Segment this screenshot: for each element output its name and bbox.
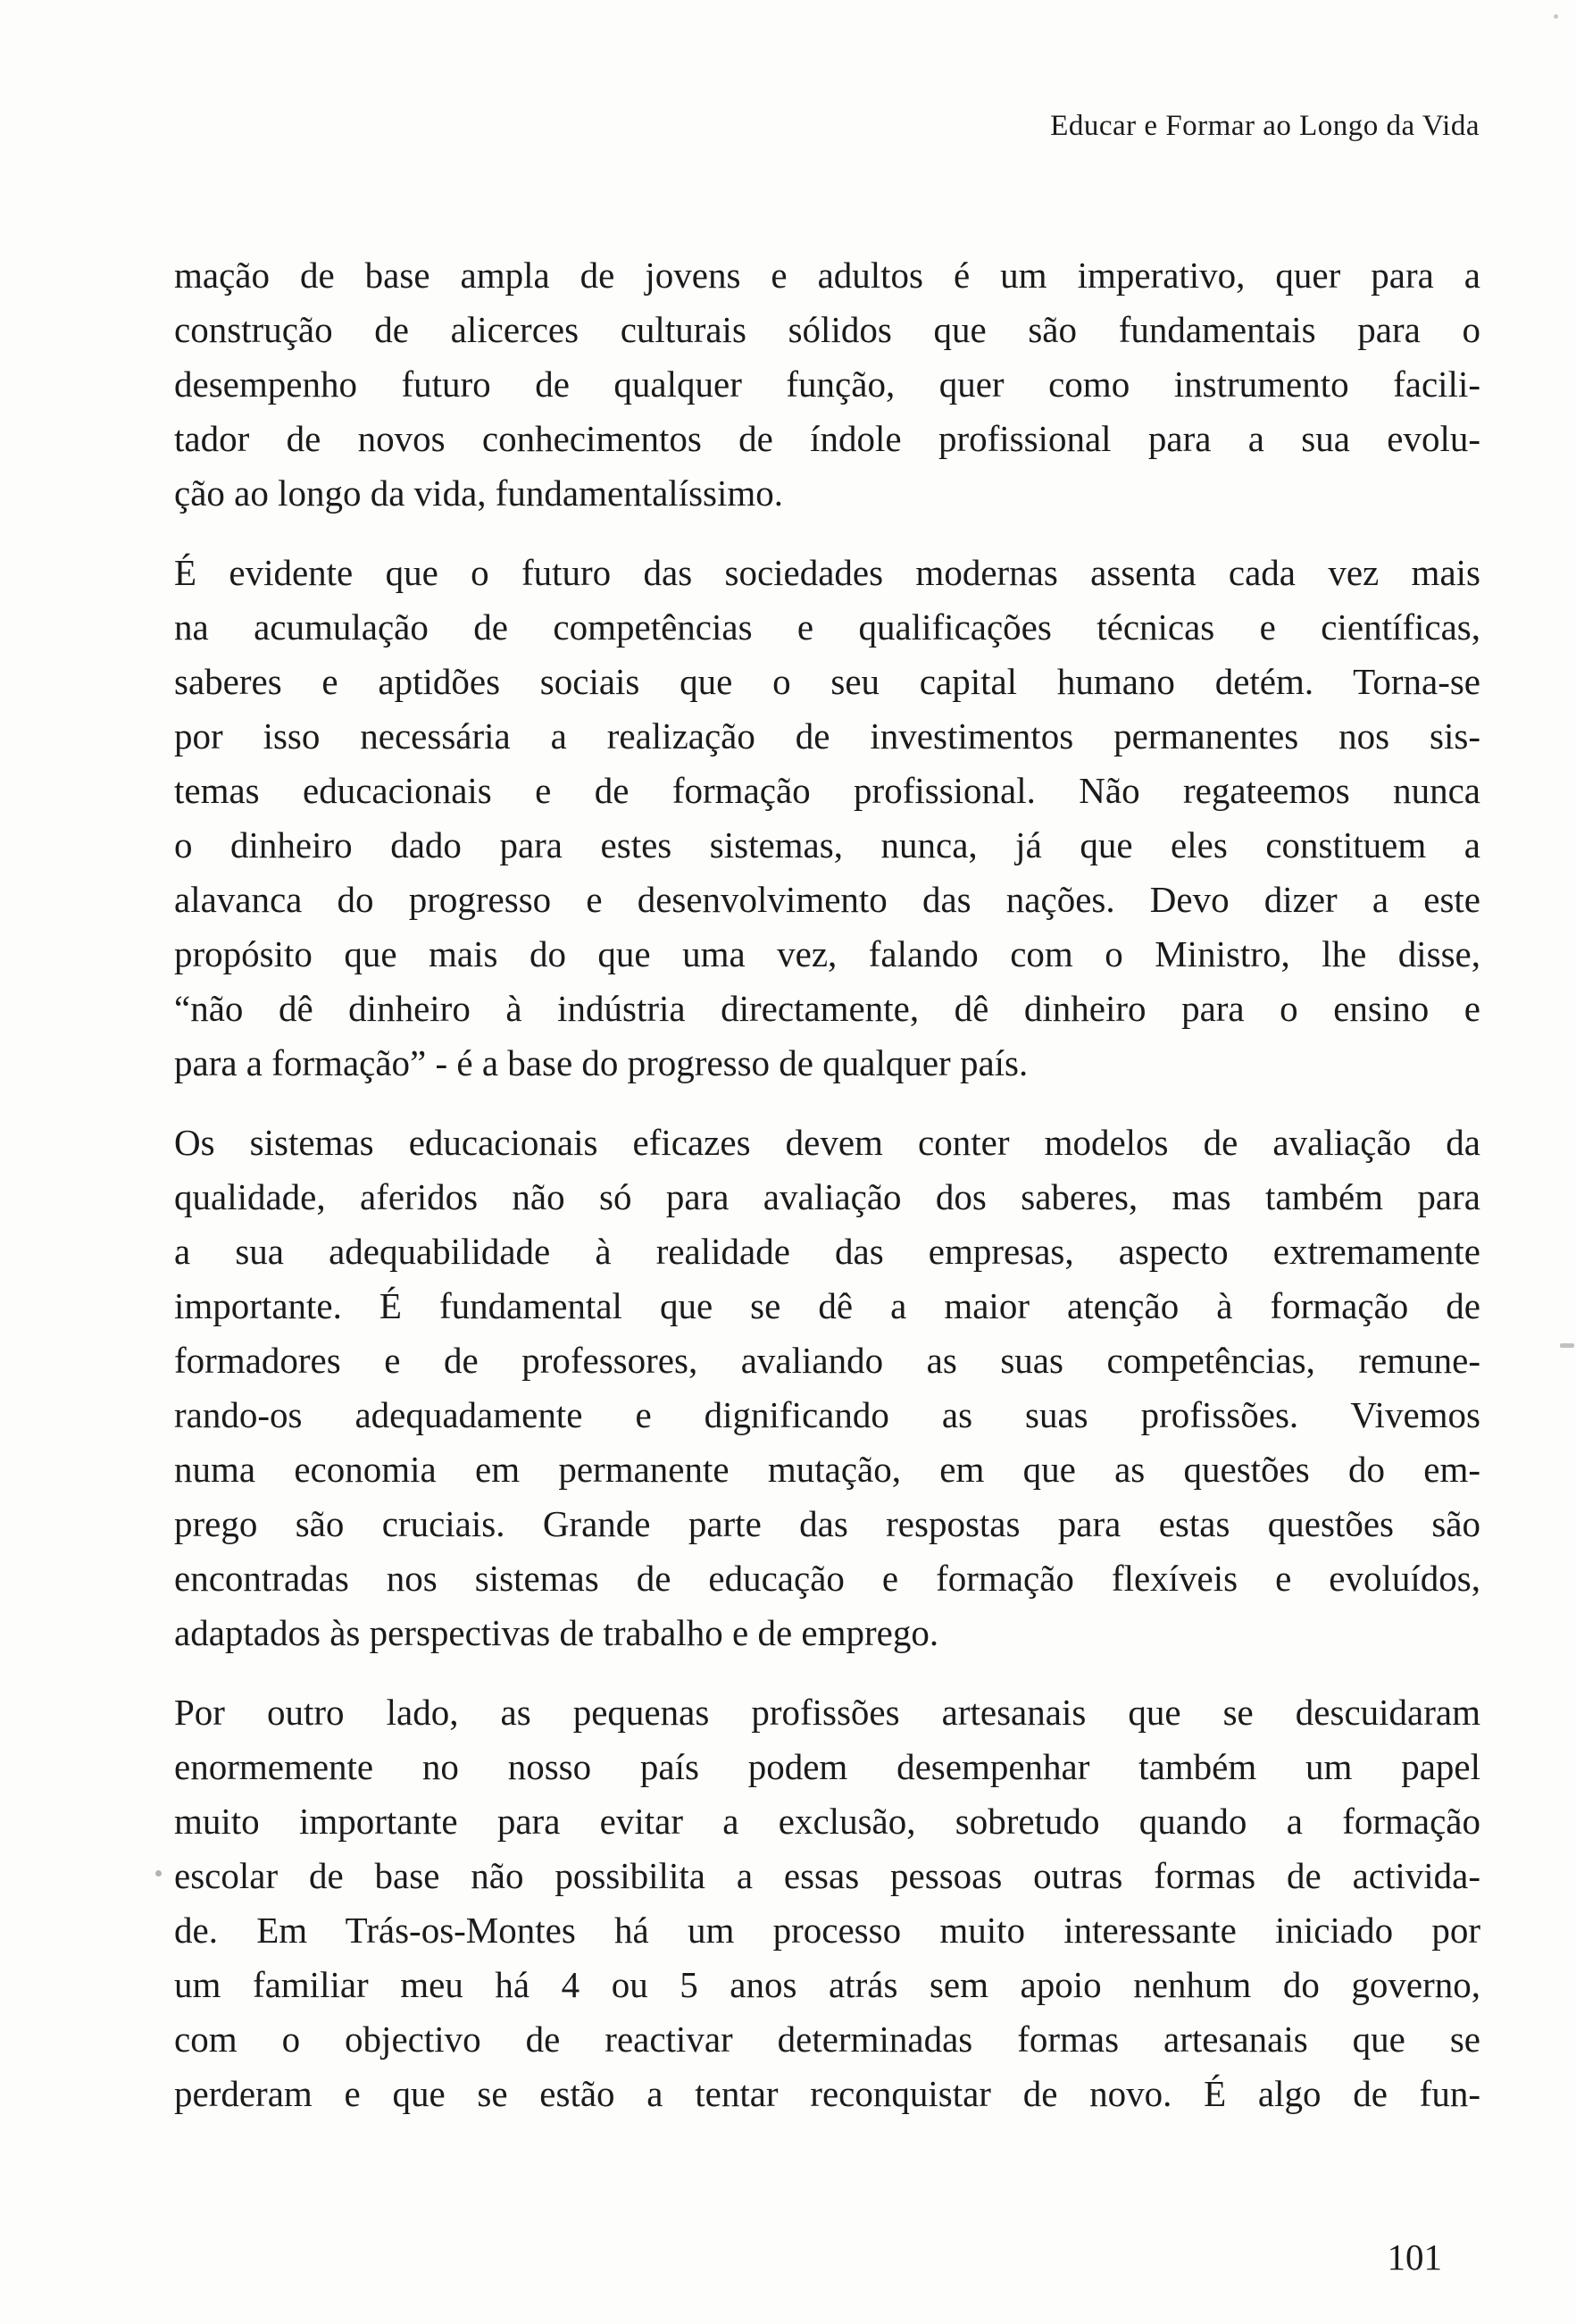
scan-artifact-dot <box>155 1870 162 1877</box>
text-line: propósito que mais do que uma vez, falando com o Ministro, lhe disse, <box>174 933 1480 974</box>
text-line: temas educacionais e de formação profissional. Não regateemos nunca <box>174 770 1480 811</box>
text-line: o dinheiro dado para estes sistemas, nunca, já que eles constituem a <box>174 824 1480 865</box>
text-line: É evidente que o futuro das sociedades modernas assenta cada vez mais <box>174 552 1480 593</box>
text-block <box>174 248 1480 2146</box>
text-line: muito importante para evitar a exclusão, sobretudo quando a formação <box>174 1801 1480 1842</box>
text-line: alavanca do progresso e desenvolvimento das nações. Devo dizer a este <box>174 879 1480 920</box>
text-line: construção de alicerces culturais sólidos que são fundamentais para o <box>174 309 1480 350</box>
text-line: desempenho futuro de qualquer função, quer como instrumento facili- <box>174 364 1480 405</box>
paragraph <box>174 1116 1480 1660</box>
text-line: na acumulação de competências e qualificações técnicas e científicas, <box>174 606 1480 648</box>
text-line: escolar de base não possibilita a essas pessoas outras formas de activida- <box>174 1855 1480 1896</box>
paragraph <box>174 546 1480 1091</box>
scan-artifact-dash <box>1560 1343 1574 1348</box>
text-line: de. Em Trás-os-Montes há um processo muito interessante iniciado por <box>174 1910 1480 1951</box>
text-line: formadores e de professores, avaliando as suas competências, remune- <box>174 1340 1480 1381</box>
text-line: por isso necessária a realização de investimentos permanentes nos sis- <box>174 715 1480 757</box>
text-line: a sua adequabilidade à realidade das empresas, aspecto extremamente <box>174 1231 1480 1272</box>
text-line: prego são cruciais. Grande parte das respostas para estas questões são <box>174 1503 1480 1544</box>
text-line: um familiar meu há 4 ou 5 anos atrás sem apoio nenhum do governo, <box>174 1964 1480 2005</box>
text-line: qualidade, aferidos não só para avaliação dos saberes, mas também para <box>174 1176 1480 1217</box>
page-number: 101 <box>1387 2236 1442 2278</box>
text-line: importante. É fundamental que se dê a maior atenção à formação de <box>174 1285 1480 1326</box>
paragraph <box>174 248 1480 521</box>
text-line: perderam e que se estão a tentar reconquistar de novo. É algo de fun- <box>174 2073 1480 2114</box>
text-line: rando-os adequadamente e dignificando as suas profissões. Vivemos <box>174 1394 1480 1435</box>
text-line: saberes e aptidões sociais que o seu capital humano detém. Torna-se <box>174 661 1480 702</box>
running-header: Educar e Formar ao Longo da Vida <box>1050 110 1480 142</box>
text-line: mação de base ampla de jovens e adultos é um imperativo, quer para a <box>174 255 1480 296</box>
text-line: Os sistemas educacionais eficazes devem conter modelos de avaliação da <box>174 1122 1480 1163</box>
text-line: tador de novos conhecimentos de índole profissional para a sua evolu- <box>174 418 1480 459</box>
text-line: enormemente no nosso país podem desempenhar também um papel <box>174 1746 1480 1787</box>
scan-artifact-speck <box>1554 14 1558 19</box>
paragraph <box>174 1685 1480 2121</box>
text-line: adaptados às perspectivas de trabalho e de emprego. <box>174 1612 939 1653</box>
text-line: com o objectivo de reactivar determinadas formas artesanais que se <box>174 2019 1480 2060</box>
text-line: ção ao longo da vida, fundamentalíssimo. <box>174 472 784 514</box>
text-line: encontradas nos sistemas de educação e formação flexíveis e evoluídos, <box>174 1558 1480 1599</box>
text-line: para a formação” - é a base do progresso de qualquer país. <box>174 1042 1029 1083</box>
text-line: “não dê dinheiro à indústria directamente, dê dinheiro para o ensino e <box>174 988 1480 1029</box>
text-line: Por outro lado, as pequenas profissões artesanais que se descuidaram <box>174 1692 1480 1733</box>
text-line: numa economia em permanente mutação, em que as questões do em- <box>174 1449 1480 1490</box>
